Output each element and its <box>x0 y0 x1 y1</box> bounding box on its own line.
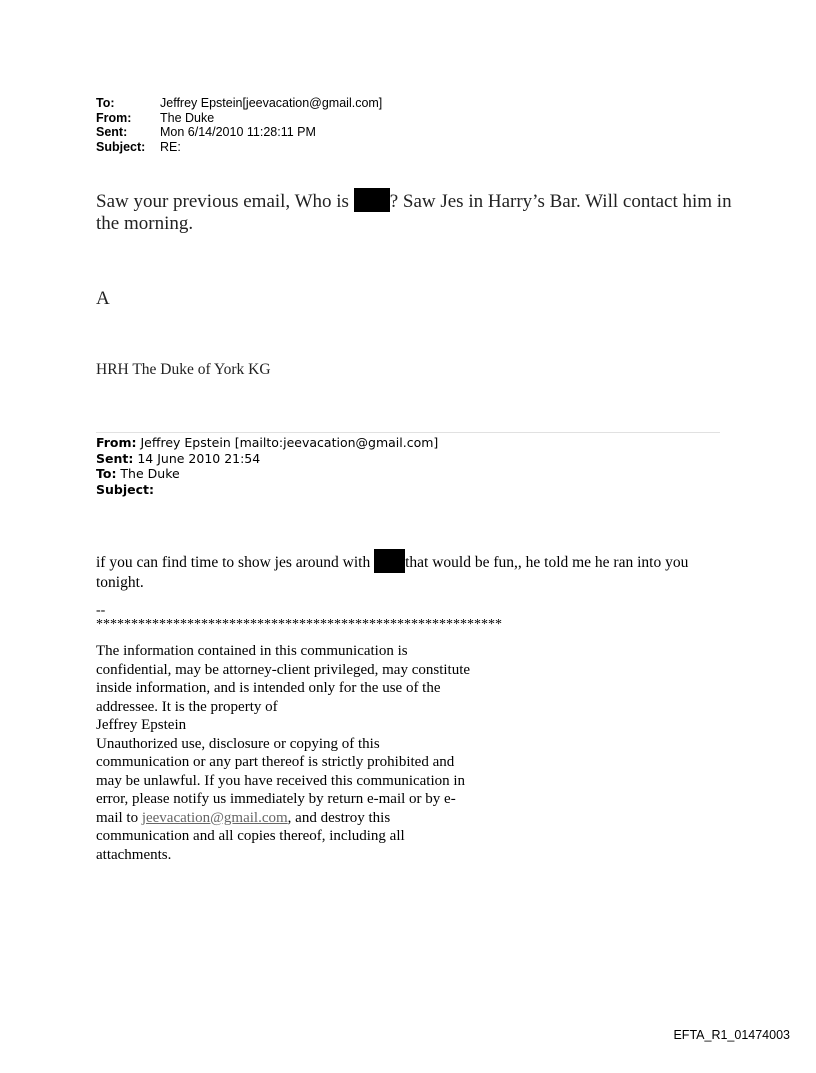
quoted-to-row <box>96 466 438 482</box>
from-label: From: <box>96 110 132 125</box>
disclaimer-owner: Jeffrey Epstein <box>96 717 187 733</box>
sent-row <box>96 125 382 140</box>
quoted-to-value: The Duke <box>116 466 180 481</box>
email-header <box>96 96 382 154</box>
signoff: A <box>96 288 110 309</box>
signature: HRH The Duke of York KG <box>96 361 271 378</box>
quote-divider <box>96 432 720 433</box>
to-label: To: <box>96 96 115 110</box>
to-value: Jeffrey Epstein[jeevacation@gmail.com] <box>160 96 383 110</box>
email-link[interactable]: jeevacation@gmail.com <box>141 809 288 826</box>
quoted-text-after: that would be fun,, he told me he ran into you tonight. <box>96 554 689 591</box>
quoted-from-value: Jeffrey Epstein [mailto:jeevacation@gmail.com] <box>136 435 439 450</box>
reply-text-after: ? Saw Jes in Harry’s Bar. Will contact him in the morning. <box>96 191 732 234</box>
sent-value: Mon 6/14/2010 11:28:11 PM <box>160 125 316 139</box>
subject-label: Subject: <box>96 139 146 154</box>
from-value: The Duke <box>160 110 215 125</box>
disclaimer-part1: The information contained in this communication is confidential, may be attorney-client privileged, may constitute inside information, and is intended only for the use of the addressee. It is the property of <box>96 643 471 715</box>
quoted-subject-label: Subject: <box>96 481 154 497</box>
quoted-text-before: if you can find time to show jes around with <box>96 554 375 571</box>
separator-stars: ********************************************************** <box>96 617 502 632</box>
disclaimer-separator <box>96 604 502 632</box>
quoted-body <box>96 549 726 592</box>
separator-dashes: -- <box>96 603 106 618</box>
disclaimer-part2: Unauthorized use, disclosure or copying of this communication or any part thereof is strictly prohibited and may be unlawful. If you have received this communication in error, please notify us immediately by return e-mail or by e-mail to <box>96 735 466 826</box>
quoted-header <box>96 435 438 497</box>
quoted-sent-value: 14 June 2010 21:54 <box>133 450 261 466</box>
sent-label: Sent: <box>96 125 128 139</box>
to-row <box>96 96 382 111</box>
document-id: EFTA_R1_01474003 <box>673 1028 790 1042</box>
quoted-sent-label: Sent: <box>96 450 134 466</box>
quoted-sent-row <box>96 451 438 467</box>
disclaimer-text <box>96 642 476 864</box>
subject-value: RE: <box>160 139 181 154</box>
subject-row <box>96 140 382 155</box>
from-row <box>96 111 382 126</box>
reply-text-before: Saw your previous email, Who is <box>96 191 354 212</box>
quoted-subject-row <box>96 482 438 498</box>
disclaimer-part3: , and destroy this communication and all copies thereof, including all attachments. <box>96 809 405 863</box>
redaction-box <box>354 188 390 212</box>
quoted-from-row <box>96 435 438 451</box>
quoted-from-label: From: <box>96 435 137 450</box>
quoted-to-label: To: <box>96 466 117 481</box>
redaction-box <box>374 549 405 573</box>
reply-body <box>96 188 736 235</box>
